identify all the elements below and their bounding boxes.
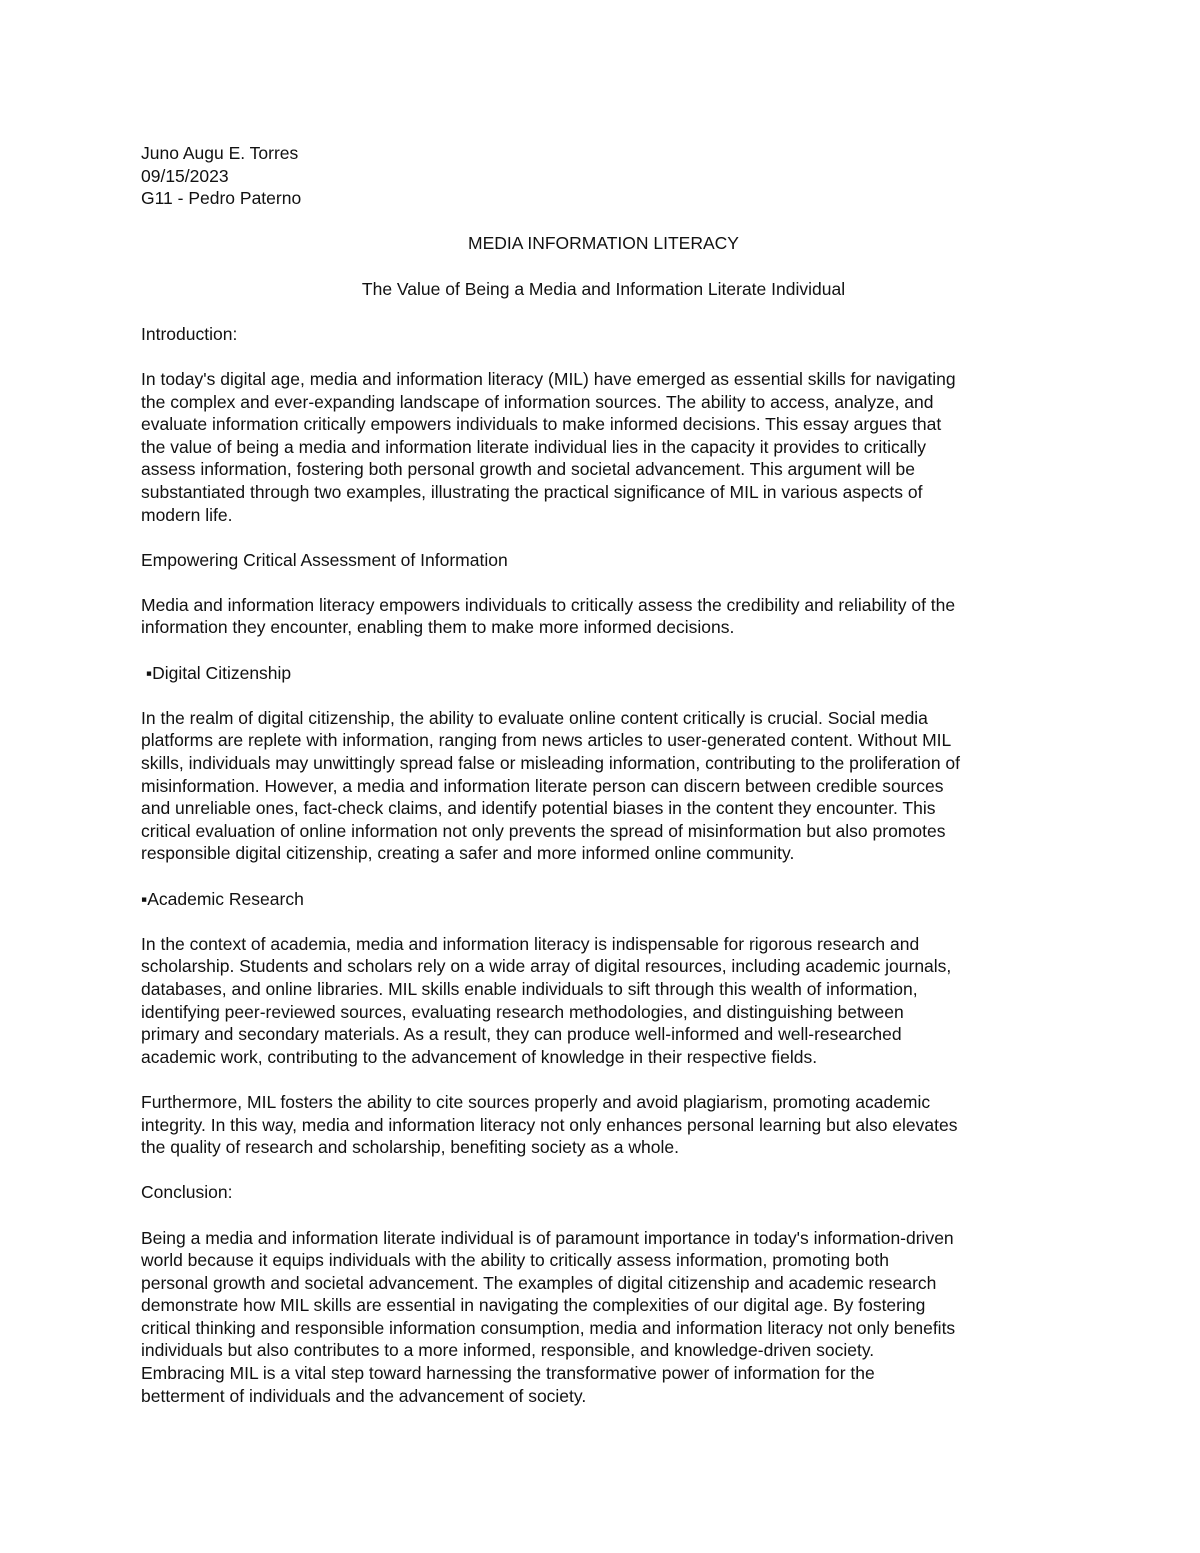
paragraph-line: academic work, contributing to the advancement of knowledge in their respective fields. <box>141 1046 818 1067</box>
paragraph-line: critical evaluation of online information not only prevents the spread of misinformation but also promotes <box>141 820 946 841</box>
conclusion-paragraph <box>141 1227 1066 1408</box>
paragraph-line: the complex and ever-expanding landscape of information sources. The ability to access, analyze, and <box>141 391 934 412</box>
document-subtitle: The Value of Being a Media and Information Literate Individual <box>361 278 846 299</box>
empowering-paragraph <box>141 594 1066 639</box>
paragraph-line: Furthermore, MIL fosters the ability to cite sources properly and avoid plagiarism, promoting academic <box>141 1091 931 1112</box>
paragraph-line: modern life. <box>141 504 233 525</box>
empowering-heading: Empowering Critical Assessment of Information <box>141 549 508 570</box>
paragraph-line: betterment of individuals and the advancement of society. <box>141 1385 587 1406</box>
paragraph-line: the value of being a media and information literate individual lies in the capacity it provides to critically <box>141 436 927 457</box>
author-name: Juno Augu E. Torres <box>141 143 299 163</box>
paragraph-line: information they encounter, enabling them to make more informed decisions. <box>141 617 735 638</box>
paragraph-line: critical thinking and responsible information consumption, media and information literacy not only benefits <box>141 1317 956 1338</box>
introduction-paragraph <box>141 368 1066 526</box>
paragraph-line: identifying peer-reviewed sources, evaluating research methodologies, and distinguishing between <box>141 1001 904 1022</box>
paragraph-line: and unreliable ones, fact-check claims, and identify potential biases in the content they encounter. This <box>141 798 936 819</box>
document-page <box>141 142 1066 1407</box>
paragraph-line: primary and secondary materials. As a result, they can produce well-informed and well-researched <box>141 1024 902 1045</box>
paragraph-line: personal growth and societal advancement. The examples of digital citizenship and academic research <box>141 1272 937 1293</box>
introduction-heading: Introduction: <box>141 323 238 344</box>
academic-research-heading: ▪Academic Research <box>141 888 304 909</box>
paragraph-line: the quality of research and scholarship, benefiting society as a whole. <box>141 1137 679 1158</box>
paragraph-line: demonstrate how MIL skills are essential in navigating the complexities of our digital age. By fostering <box>141 1295 926 1316</box>
document-date: 09/15/2023 <box>141 165 229 186</box>
paragraph-line: databases, and online libraries. MIL skills enable individuals to sift through this wealth of information, <box>141 978 918 999</box>
paragraph-line: skills, individuals may unwittingly spread false or misleading information, contributing to the proliferation of <box>141 753 961 774</box>
paragraph-line: world because it equips individuals with the ability to critically assess information, promoting both <box>141 1250 890 1271</box>
paragraph-line: platforms are replete with information, ranging from news articles to user-generated content. Without MIL <box>141 730 952 751</box>
furthermore-paragraph <box>141 1091 1066 1159</box>
paragraph-line: In today's digital age, media and information literacy (MIL) have emerged as essential skills for navigating <box>141 368 956 389</box>
paragraph-line: integrity. In this way, media and information literacy not only enhances personal learning but also elevates <box>141 1114 958 1135</box>
paragraph-line: Media and information literacy empowers individuals to critically assess the credibility and reliability of the <box>141 594 956 615</box>
paragraph-line: substantiated through two examples, illustrating the practical significance of MIL in various aspects of <box>141 481 923 502</box>
conclusion-heading: Conclusion: <box>141 1182 233 1203</box>
academic-research-paragraph <box>141 933 1066 1069</box>
paragraph-line: Embracing MIL is a vital step toward harnessing the transformative power of information for the <box>141 1363 875 1384</box>
paragraph-line: evaluate information critically empowers individuals to make informed decisions. This essay argues that <box>141 414 942 435</box>
class-section: G11 - Pedro Paterno <box>141 188 302 209</box>
paragraph-line: misinformation. However, a media and information literate person can discern between credible sources <box>141 775 944 796</box>
author-header <box>141 142 1066 210</box>
document-title: MEDIA INFORMATION LITERACY <box>468 233 739 254</box>
paragraph-line: responsible digital citizenship, creating a safer and more informed online community. <box>141 843 795 864</box>
paragraph-line: individuals but also contributes to a more informed, responsible, and knowledge-driven society. <box>141 1340 875 1361</box>
paragraph-line: assess information, fostering both personal growth and societal advancement. This argument will be <box>141 459 915 480</box>
digital-citizenship-paragraph <box>141 707 1066 865</box>
paragraph-line: scholarship. Students and scholars rely on a wide array of digital resources, including academic journals, <box>141 956 952 977</box>
paragraph-line: In the context of academia, media and information literacy is indispensable for rigorous research and <box>141 933 920 954</box>
paragraph-line: In the realm of digital citizenship, the ability to evaluate online content critically is crucial. Social media <box>141 707 928 728</box>
paragraph-line: Being a media and information literate individual is of paramount importance in today's information-driven <box>141 1227 954 1248</box>
digital-citizenship-heading: ▪Digital Citizenship <box>141 662 292 683</box>
